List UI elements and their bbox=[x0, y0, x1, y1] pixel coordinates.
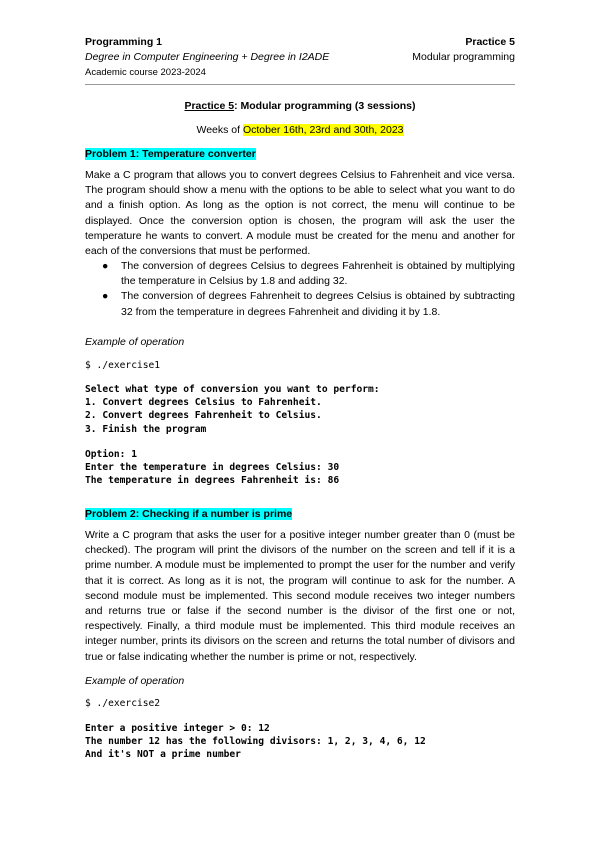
problem1-output-run: Option: 1 Enter the temperature in degrees Celsius: 30 The temperature in degrees Fahrenheit is: 86 bbox=[85, 449, 340, 487]
problem1-description: Make a C program that allows you to convert degrees Celsius to Fahrenheit and vice versa. The program should show a menu with the options to be able to select what you want to do and a finish option. As long as the option is not correct, the menu will continue to be displayed. Once the conversion option is chosen, the program will ask the user the temperature he wants to convert. A module must be created for the menu and another for each of the conversions that must be performed. bbox=[85, 169, 515, 258]
bullet-icon: ● bbox=[102, 260, 109, 272]
practice-number: Practice 5 bbox=[465, 36, 515, 48]
course-name: Programming 1 bbox=[85, 36, 163, 48]
problem1-bullet-list bbox=[85, 259, 515, 320]
problem2-description: Write a C program that asks the user for a positive integer number greater than 0 (must be checked). The program will print the divisors of the number on the screen and tell if it is a prime number. A module must be implemented to prompt the user for the number and verify that it is correct. As long as it is not, the program will continue to ask for the number. A second module must be implemented. This second module receives two integer numbers and returns true or false if the second number is the divisor of the first one or not, respectively. Finally, a third module must be implemented. This third module receives an integer number, prints its divisors on the screen and returns the total number of divisors and true or false indicating whether the number is prime or not, respectively. bbox=[85, 529, 515, 663]
list-item: ● The conversion of degrees Fahrenheit to degrees Celsius is obtained by subtracting 32 from the temperature in degrees Fahrenheit and dividing it by 1.8. bbox=[102, 290, 515, 318]
weeks-line bbox=[85, 124, 515, 136]
practice-topic: Modular programming bbox=[412, 51, 515, 63]
header-divider bbox=[85, 84, 515, 85]
weeks-prefix: Weeks of bbox=[196, 124, 243, 136]
problem1-output-menu: Select what type of conversion you want to perform: 1. Convert degrees Celsius to Fahrenheit. 2. Convert degrees Fahrenheit to Celsius. 3. Finish the program bbox=[85, 384, 380, 435]
title-label: Practice 5 bbox=[184, 100, 235, 112]
problem1-example-label: Example of operation bbox=[85, 336, 185, 348]
weeks-dates: October 16th, 23rd and 30th, 2023 bbox=[242, 124, 404, 136]
problem1-heading: Problem 1: Temperature converter bbox=[85, 148, 256, 160]
problem1-command: $ ./exercise1 bbox=[85, 360, 161, 371]
list-item: ● The conversion of degrees Celsius to degrees Fahrenheit is obtained by multiplying the temperature in Celsius by 1.8 and adding 32. bbox=[102, 260, 515, 288]
academic-year: Academic course 2023-2024 bbox=[85, 67, 206, 78]
title-rest: : Modular programming (3 sessions) bbox=[234, 100, 416, 112]
problem2-example-label: Example of operation bbox=[85, 675, 185, 687]
problem2-output-run: Enter a positive integer > 0: 12 The number 12 has the following divisors: 1, 2, 3, 4, 6, 12 And it's NOT a prime number bbox=[85, 723, 426, 761]
bullet-icon: ● bbox=[102, 290, 109, 303]
degree-name: Degree in Computer Engineering + Degree in I2ADE bbox=[85, 51, 330, 63]
problem2-heading: Problem 2: Checking if a number is prime bbox=[85, 508, 293, 520]
problem2-command: $ ./exercise2 bbox=[85, 698, 161, 709]
page-title bbox=[85, 100, 515, 112]
